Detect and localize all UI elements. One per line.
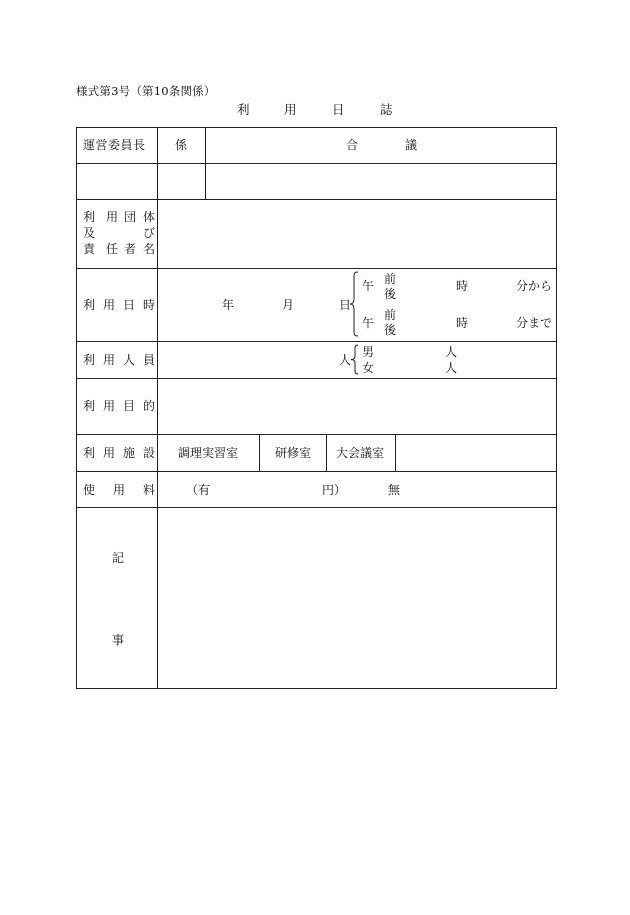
- committee-chair-label: 運営委員長: [83, 138, 146, 152]
- council-label-char: 合: [346, 138, 359, 152]
- male-unit: 人: [445, 345, 458, 359]
- table-border-left: [76, 127, 77, 689]
- row-divider: [76, 268, 557, 269]
- title-char: 日: [332, 102, 345, 117]
- start-hour-unit: 時: [456, 279, 469, 293]
- table-border-right: [556, 127, 557, 689]
- label-char: 利: [83, 353, 96, 367]
- label-char: 名: [143, 242, 156, 256]
- label-char: 的: [143, 399, 156, 413]
- label-char: 設: [143, 446, 156, 460]
- label-char: 用: [113, 483, 126, 497]
- facility-option-training-room[interactable]: 研修室: [275, 446, 312, 460]
- people-brace-icon: [350, 344, 359, 375]
- table-border-bottom: [76, 688, 557, 689]
- label-char: 体: [143, 210, 156, 224]
- label-char: 日: [123, 298, 136, 312]
- title-char: 利: [237, 102, 250, 117]
- council-label-char: 議: [405, 138, 418, 152]
- staff-label: 係: [175, 138, 188, 152]
- label-char: 団: [124, 210, 137, 224]
- start-pm-option[interactable]: 後: [384, 287, 397, 301]
- notes-label-char: 記: [112, 551, 125, 565]
- label-char: 利: [83, 399, 96, 413]
- female-unit: 人: [445, 361, 458, 375]
- end-am-pm-prefix: 午: [362, 316, 375, 330]
- label-char: 時: [143, 298, 156, 312]
- label-char: 施: [123, 446, 136, 460]
- title-char: 誌: [380, 102, 393, 117]
- label-char: 利: [83, 446, 96, 460]
- year-unit: 年: [222, 298, 235, 312]
- notes-field[interactable]: [158, 508, 556, 688]
- council-seal-field[interactable]: [206, 164, 556, 199]
- purpose-field[interactable]: [158, 379, 556, 434]
- title-char: 用: [284, 102, 297, 117]
- facility-divider: [395, 434, 396, 471]
- label-char: 用: [103, 399, 116, 413]
- label-char: 人: [123, 353, 136, 367]
- fee-yen-unit: 円）: [322, 483, 347, 497]
- label-char: 及: [83, 226, 96, 240]
- facility-option-cooking-room[interactable]: 調理実習室: [178, 446, 239, 460]
- form-number: 様式第3号（第10条関係）: [76, 84, 216, 98]
- start-am-option[interactable]: 前: [384, 272, 397, 286]
- notes-label-char: 事: [112, 633, 125, 647]
- row-divider: [76, 471, 557, 472]
- table-border-top: [76, 127, 557, 128]
- label-char: 用: [103, 298, 116, 312]
- label-char: 責: [83, 242, 96, 256]
- label-char: び: [143, 226, 156, 240]
- female-label: 女: [362, 361, 375, 375]
- fee-paid-option[interactable]: （有: [186, 483, 211, 497]
- facility-divider: [326, 434, 327, 471]
- end-pm-option[interactable]: 後: [384, 323, 397, 337]
- start-am-pm-prefix: 午: [362, 279, 375, 293]
- label-char: 員: [143, 353, 156, 367]
- month-unit: 月: [282, 298, 295, 312]
- label-char: 利: [83, 210, 96, 224]
- total-people-unit: 人: [339, 353, 352, 367]
- chair-seal-field[interactable]: [158, 164, 205, 199]
- label-char: 任: [106, 242, 119, 256]
- label-char: 料: [143, 483, 156, 497]
- organization-field[interactable]: [158, 200, 556, 268]
- label-char: 目: [123, 399, 136, 413]
- label-char: 用: [103, 446, 116, 460]
- time-brace-icon: [349, 271, 359, 337]
- male-label: 男: [362, 345, 375, 359]
- label-char: 使: [83, 483, 96, 497]
- end-minute-unit: 分まで: [516, 316, 553, 330]
- row-divider: [76, 434, 557, 435]
- label-char: 者: [124, 242, 137, 256]
- start-minute-unit: 分から: [516, 279, 553, 293]
- label-char: 用: [103, 353, 116, 367]
- facility-option-conference-room[interactable]: 大会議室: [336, 446, 385, 460]
- row-divider: [76, 341, 557, 342]
- end-am-option[interactable]: 前: [384, 308, 397, 322]
- day-unit: 日: [339, 298, 352, 312]
- label-char: 用: [106, 210, 119, 224]
- facility-divider: [259, 434, 260, 471]
- end-hour-unit: 時: [456, 316, 469, 330]
- fee-free-option[interactable]: 無: [388, 483, 401, 497]
- label-char: 利: [83, 298, 96, 312]
